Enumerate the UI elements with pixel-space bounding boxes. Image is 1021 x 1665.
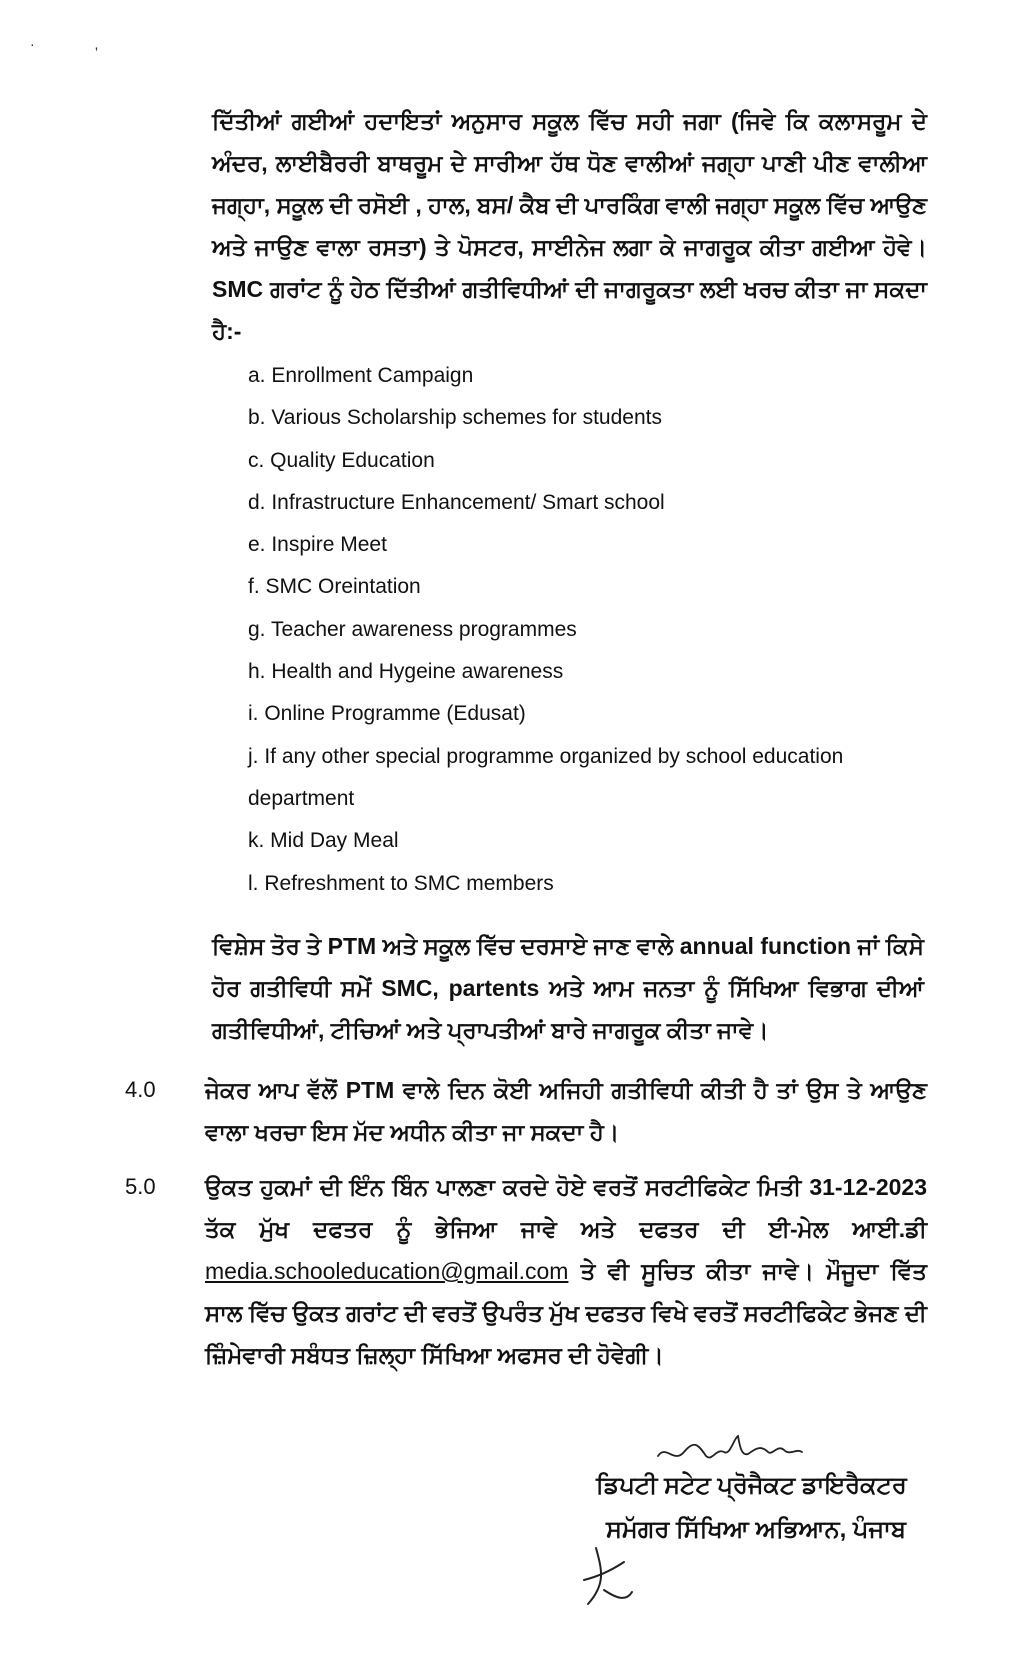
email-link[interactable]: media.schooleducation@gmail.com <box>205 1258 569 1284</box>
list-item: h. Health and Hygeine awareness <box>248 660 564 684</box>
section-number: 4.0 <box>125 1077 156 1102</box>
section-text-before-email: ਉਕਤ ਹੁਕਮਾਂ ਦੀ ਇੰਨ ਬਿੰਨ ਪਾਲਣਾ ਕਰਦੇ ਹੋਏ ਵਰਤੋਂ ਸਰਟੀਫਿਕੇਟ ਮਿਤੀ 31-12-2023 ਤੱਕ ਮੁੱਖ ਦਫਤਰ ਨੂੰ ਭੇਜਿਆ ਜਾਵੇ ਅਤੇ ਦਫਤਰ ਦੀ ਈ-ਮੇਲ ਆਈ.ਡੀ <box>205 1174 927 1242</box>
handwritten-signature <box>650 1430 810 1470</box>
list-item: d. Infrastructure Enhancement/ Smart school <box>248 490 665 514</box>
list-item-continuation: department <box>248 786 355 810</box>
list-item: l. Refreshment to SMC members <box>248 871 554 895</box>
list-item: c. Quality Education <box>248 448 435 472</box>
list-item: a. Enrollment Campaign <box>248 364 474 387</box>
section-number: 5.0 <box>125 1174 156 1199</box>
list-item: i. Online Programme (Edusat) <box>248 702 526 726</box>
activities-list <box>248 355 888 905</box>
signatory-title: ਡਿਪਟੀ ਸਟੇਟ ਪ੍ਰੋਜੈਕਟ ਡਾਇਰੈਕਟਰ <box>596 1472 907 1499</box>
section-text <box>205 1166 927 1376</box>
section-text-after-email: ਤੇ ਵੀ ਸੂਚਿਤ ਕੀਤਾ ਜਾਵੇ। ਮੌਜੂਦਾ ਵਿੱਤ ਸਾਲ ਵਿੱਚ ਉਕਤ ਗਰਾਂਟ ਦੀ ਵਰਤੋਂ ਉਪਰੰਤ ਮੁੱਖ ਦਫਤਰ ਵਿਖੇ ਵਰਤੋਂ ਸਰਟੀਫਿਕੇਟ ਭੇਜਣ ਦੀ ਜ਼ਿੰਮੇਵਾਰੀ ਸਬੰਧਤ ਜ਼ਿਲ੍ਹਾ ਸਿੱਖਿਆ ਅਫਸਰ ਦੀ ਹੋਵੇਗੀ। <box>205 1258 928 1368</box>
intro-paragraph: ਦਿੱਤੀਆਂ ਗਈਆਂ ਹਦਾਇਤਾਂ ਅਨੁਸਾਰ ਸਕੂਲ ਵਿੱਚ ਸਹੀ ਜਗਾ (ਜਿਵੇ ਕਿ ਕਲਾਸਰੂਮ ਦੇ ਅੰਦਰ, ਲਾਈਬੈਰਰੀ ਬਾਥਰੂਮ ਦੇ ਸਾਰੀਆ ਹੱਥ ਧੋਣ ਵਾਲੀਆਂ ਜਗ੍ਹਾ ਪਾਣੀ ਪੀਣ ਵਾਲੀਆ ਜਗ੍ਹਾ, ਸਕੂਲ ਦੀ ਰਸੋਈ , ਹਾਲ, ਬਸ/ ਕੈਬ ਦੀ ਪਾਰਕਿੰਗ ਵਾਲੀ ਜਗ੍ਹਾ ਸਕੂਲ ਵਿੱਚ ਆਉਣ ਅਤੇ ਜਾਉਣ ਵਾਲਾ ਰਸਤਾ) ਤੇ ਪੋਸਟਰ, ਸਾਈਨੇਜ ਲਗਾ ਕੇ ਜਾਗਰੂਕ ਕੀਤਾ ਗਈਆ ਹੋਵੇ। SMC ਗਰਾਂਟ ਨੂੰ ਹੇਠ ਦਿੱਤੀਆਂ ਗਤੀਵਿਧੀਆਂ ਦੀ ਜਾਗਰੂਕਤਾ ਲਈ ਖਰਚ ਕੀਤਾ ਜਾ ਸਕਦਾ ਹੈ:- <box>212 108 927 344</box>
signature-block <box>570 1430 907 1620</box>
section-5 <box>125 1166 927 1386</box>
list-item: j. If any other special programme organized by school education <box>248 744 844 768</box>
special-events-paragraph: ਵਿਸ਼ੇਸ ਤੋਰ ਤੇ PTM ਅਤੇ ਸਕੂਲ ਵਿੱਚ ਦਰਸਾਏ ਜਾਣ ਵਾਲੇ annual function ਜਾਂ ਕਿਸੇ ਹੋਰ ਗਤੀਵਿਧੀ ਸਮੇਂ SMC, partents ਅਤੇ ਆਮ ਜਨਤਾ ਨੂੰ ਸਿੱਖਿਆ ਵਿਭਾਗ ਦੀਆਂ ਗਤੀਵਿਧੀਆਂ, ਟੀਚਿਆਂ ਅਤੇ ਪ੍ਰਾਪਤੀਆਂ ਬਾਰੇ ਜਾਗਰੂਕ ਕੀਤਾ ਜਾਵੇ। <box>212 933 924 1043</box>
list-item: k. Mid Day Meal <box>248 829 399 853</box>
list-item: e. Inspire Meet <box>248 533 387 557</box>
initial-mark <box>576 1540 636 1612</box>
section-text: ਜੇਕਰ ਆਪ ਵੱਲੋਂ PTM ਵਾਲੇ ਦਿਨ ਕੋਈ ਅਜਿਹੀ ਗਤੀਵਿਧੀ ਕੀਤੀ ਹੈ ਤਾਂ ਉਸ ਤੇ ਆਉਣ ਵਾਲਾ ਖਰਚਾ ਇਸ ਮੱਦ ਅਧੀਨ ਕੀਤਾ ਜਾ ਸਕਦਾ ਹੈ। <box>205 1077 927 1145</box>
signatory-organization: ਸਮੱਗਰ ਸਿੱਖਿਆ ਅਭਿਆਨ, ਪੰਜਾਬ <box>606 1516 906 1543</box>
list-item: f. SMC Oreintation <box>248 575 421 599</box>
list-item: b. Various Scholarship schemes for students <box>248 406 662 430</box>
scan-specks: · , <box>30 36 127 52</box>
section-4 <box>125 1069 927 1159</box>
list-item: g. Teacher awareness programmes <box>248 617 577 641</box>
